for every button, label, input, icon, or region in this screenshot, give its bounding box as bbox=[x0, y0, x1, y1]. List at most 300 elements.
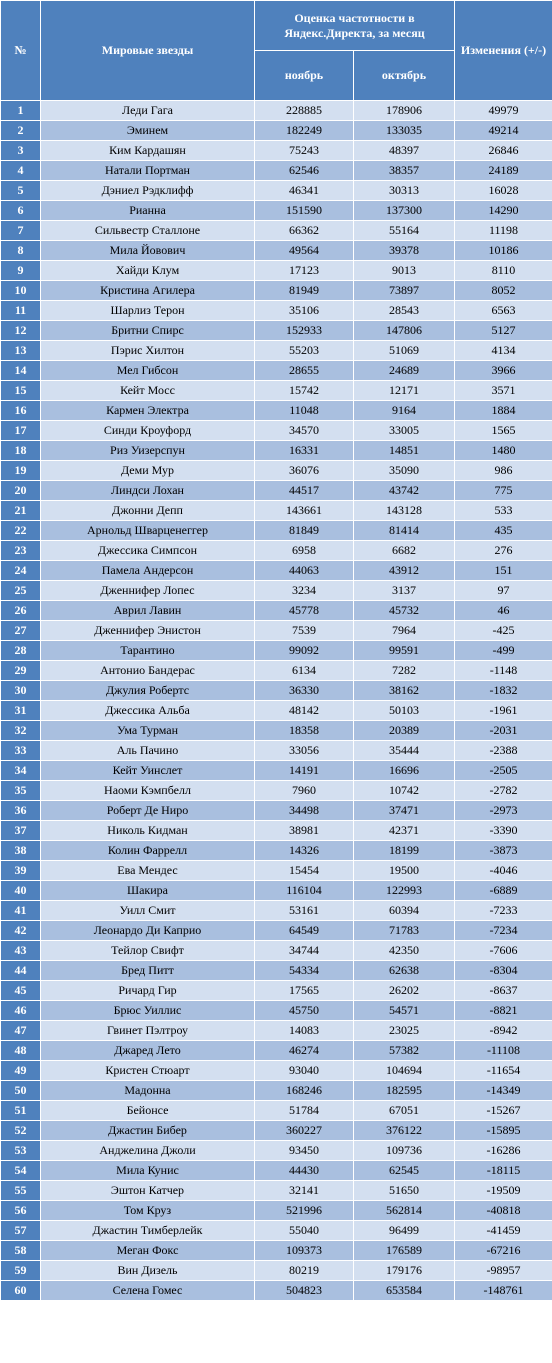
change-value: -67216 bbox=[455, 1241, 552, 1261]
row-number: 55 bbox=[1, 1181, 41, 1201]
celebrity-name: Кейт Мосс bbox=[41, 381, 255, 401]
november-value: 32141 bbox=[255, 1181, 354, 1201]
celebrity-name: Мила Кунис bbox=[41, 1161, 255, 1181]
celebrity-name: Роберт Де Ниро bbox=[41, 801, 255, 821]
october-value: 42371 bbox=[354, 821, 455, 841]
row-number: 52 bbox=[1, 1121, 41, 1141]
table-row bbox=[1, 921, 552, 941]
row-number: 25 bbox=[1, 581, 41, 601]
november-value: 152933 bbox=[255, 321, 354, 341]
table-row bbox=[1, 1021, 552, 1041]
row-number: 56 bbox=[1, 1201, 41, 1221]
october-value: 7282 bbox=[354, 661, 455, 681]
change-value: -499 bbox=[455, 641, 552, 661]
celebrity-name: Мила Йовович bbox=[41, 241, 255, 261]
october-value: 562814 bbox=[354, 1201, 455, 1221]
row-number: 38 bbox=[1, 841, 41, 861]
october-value: 60394 bbox=[354, 901, 455, 921]
row-number: 20 bbox=[1, 481, 41, 501]
table-row bbox=[1, 321, 552, 341]
november-value: 36076 bbox=[255, 461, 354, 481]
november-value: 34498 bbox=[255, 801, 354, 821]
table-row bbox=[1, 1081, 552, 1101]
table-row bbox=[1, 641, 552, 661]
table-row bbox=[1, 721, 552, 741]
change-value: 986 bbox=[455, 461, 552, 481]
row-number: 54 bbox=[1, 1161, 41, 1181]
november-value: 38981 bbox=[255, 821, 354, 841]
october-value: 35444 bbox=[354, 741, 455, 761]
change-value: 276 bbox=[455, 541, 552, 561]
october-value: 73897 bbox=[354, 281, 455, 301]
october-value: 176589 bbox=[354, 1241, 455, 1261]
change-value: -7606 bbox=[455, 941, 552, 961]
october-value: 43912 bbox=[354, 561, 455, 581]
celebrity-name: Линдси Лохан bbox=[41, 481, 255, 501]
row-number: 59 bbox=[1, 1261, 41, 1281]
november-value: 151590 bbox=[255, 201, 354, 221]
celebrity-name: Гвинет Пэлтроу bbox=[41, 1021, 255, 1041]
change-value: -2505 bbox=[455, 761, 552, 781]
november-value: 46341 bbox=[255, 181, 354, 201]
table-row bbox=[1, 1041, 552, 1061]
october-value: 38357 bbox=[354, 161, 455, 181]
change-value: -6889 bbox=[455, 881, 552, 901]
celebrity-name: Селена Гомес bbox=[41, 1281, 255, 1301]
change-value: 26846 bbox=[455, 141, 552, 161]
row-number: 47 bbox=[1, 1021, 41, 1041]
row-number: 23 bbox=[1, 541, 41, 561]
celebrity-name: Дженнифер Лопес bbox=[41, 581, 255, 601]
october-value: 45732 bbox=[354, 601, 455, 621]
change-value: -2388 bbox=[455, 741, 552, 761]
november-value: 504823 bbox=[255, 1281, 354, 1301]
celebrity-name: Мел Гибсон bbox=[41, 361, 255, 381]
table-row bbox=[1, 841, 552, 861]
november-value: 182249 bbox=[255, 121, 354, 141]
change-value: -2782 bbox=[455, 781, 552, 801]
table-row bbox=[1, 901, 552, 921]
november-value: 80219 bbox=[255, 1261, 354, 1281]
celebrity-name: Аль Пачино bbox=[41, 741, 255, 761]
november-value: 14083 bbox=[255, 1021, 354, 1041]
celebrity-name: Кейт Уинслет bbox=[41, 761, 255, 781]
october-value: 178906 bbox=[354, 101, 455, 121]
celebrity-name: Мадонна bbox=[41, 1081, 255, 1101]
table-row bbox=[1, 701, 552, 721]
change-value: 3966 bbox=[455, 361, 552, 381]
table-row bbox=[1, 1181, 552, 1201]
table-row bbox=[1, 1261, 552, 1281]
october-value: 19500 bbox=[354, 861, 455, 881]
celebrity-name: Бред Питт bbox=[41, 961, 255, 981]
celebrity-name: Рианна bbox=[41, 201, 255, 221]
table-row bbox=[1, 361, 552, 381]
october-value: 376122 bbox=[354, 1121, 455, 1141]
change-value: 11198 bbox=[455, 221, 552, 241]
change-value: -19509 bbox=[455, 1181, 552, 1201]
table-row bbox=[1, 501, 552, 521]
november-value: 44517 bbox=[255, 481, 354, 501]
row-number: 22 bbox=[1, 521, 41, 541]
row-number: 60 bbox=[1, 1281, 41, 1301]
table-row bbox=[1, 121, 552, 141]
change-value: 8110 bbox=[455, 261, 552, 281]
row-number: 24 bbox=[1, 561, 41, 581]
table-row bbox=[1, 241, 552, 261]
row-number: 1 bbox=[1, 101, 41, 121]
row-number: 28 bbox=[1, 641, 41, 661]
row-number: 7 bbox=[1, 221, 41, 241]
november-value: 44063 bbox=[255, 561, 354, 581]
row-number: 40 bbox=[1, 881, 41, 901]
november-value: 51784 bbox=[255, 1101, 354, 1121]
row-number: 15 bbox=[1, 381, 41, 401]
november-value: 45778 bbox=[255, 601, 354, 621]
table-row bbox=[1, 1281, 552, 1301]
celebrity-name: Брюс Уиллис bbox=[41, 1001, 255, 1021]
table-row bbox=[1, 981, 552, 1001]
header-celebrities: Мировые звезды bbox=[41, 1, 255, 101]
change-value: 49214 bbox=[455, 121, 552, 141]
celebrity-name: Джаред Лето bbox=[41, 1041, 255, 1061]
october-value: 99591 bbox=[354, 641, 455, 661]
change-value: 24189 bbox=[455, 161, 552, 181]
row-number: 11 bbox=[1, 301, 41, 321]
celebrity-name: Шарлиз Терон bbox=[41, 301, 255, 321]
change-value: -148761 bbox=[455, 1281, 552, 1301]
november-value: 15742 bbox=[255, 381, 354, 401]
october-value: 14851 bbox=[354, 441, 455, 461]
row-number: 12 bbox=[1, 321, 41, 341]
celebrity-name: Джессика Альба bbox=[41, 701, 255, 721]
row-number: 50 bbox=[1, 1081, 41, 1101]
change-value: -1832 bbox=[455, 681, 552, 701]
row-number: 49 bbox=[1, 1061, 41, 1081]
october-value: 51069 bbox=[354, 341, 455, 361]
header-change: Изменения (+/-) bbox=[455, 1, 552, 101]
table-row bbox=[1, 1061, 552, 1081]
celebrity-name: Арнольд Шварценеггер bbox=[41, 521, 255, 541]
change-value: 97 bbox=[455, 581, 552, 601]
change-value: -11108 bbox=[455, 1041, 552, 1061]
celebrity-name: Деми Мур bbox=[41, 461, 255, 481]
celebrity-name: Риз Уизерспун bbox=[41, 441, 255, 461]
october-value: 50103 bbox=[354, 701, 455, 721]
celebrity-name: Бритни Спирс bbox=[41, 321, 255, 341]
row-number: 57 bbox=[1, 1221, 41, 1241]
table-row bbox=[1, 681, 552, 701]
change-value: -16286 bbox=[455, 1141, 552, 1161]
change-value: -7233 bbox=[455, 901, 552, 921]
table-row bbox=[1, 141, 552, 161]
table-row bbox=[1, 221, 552, 241]
table-row bbox=[1, 1161, 552, 1181]
october-value: 51650 bbox=[354, 1181, 455, 1201]
change-value: -425 bbox=[455, 621, 552, 641]
table-row bbox=[1, 461, 552, 481]
row-number: 6 bbox=[1, 201, 41, 221]
november-value: 54334 bbox=[255, 961, 354, 981]
november-value: 81949 bbox=[255, 281, 354, 301]
october-value: 48397 bbox=[354, 141, 455, 161]
november-value: 44430 bbox=[255, 1161, 354, 1181]
table-row bbox=[1, 101, 552, 121]
celebrity-name: Вин Дизель bbox=[41, 1261, 255, 1281]
change-value: -3390 bbox=[455, 821, 552, 841]
change-value: 46 bbox=[455, 601, 552, 621]
october-value: 35090 bbox=[354, 461, 455, 481]
october-value: 18199 bbox=[354, 841, 455, 861]
header-november: ноябрь bbox=[255, 51, 354, 101]
november-value: 109373 bbox=[255, 1241, 354, 1261]
november-value: 81849 bbox=[255, 521, 354, 541]
october-value: 37471 bbox=[354, 801, 455, 821]
row-number: 48 bbox=[1, 1041, 41, 1061]
row-number: 27 bbox=[1, 621, 41, 641]
november-value: 28655 bbox=[255, 361, 354, 381]
table-row bbox=[1, 481, 552, 501]
celebrity-name: Пэрис Хилтон bbox=[41, 341, 255, 361]
change-value: 5127 bbox=[455, 321, 552, 341]
celebrity-name: Эминем bbox=[41, 121, 255, 141]
october-value: 147806 bbox=[354, 321, 455, 341]
change-value: 8052 bbox=[455, 281, 552, 301]
november-value: 14191 bbox=[255, 761, 354, 781]
table-row bbox=[1, 861, 552, 881]
november-value: 45750 bbox=[255, 1001, 354, 1021]
table-row bbox=[1, 1201, 552, 1221]
table-row bbox=[1, 1101, 552, 1121]
celebrity-name: Памела Андерсон bbox=[41, 561, 255, 581]
november-value: 14326 bbox=[255, 841, 354, 861]
celebrity-name: Леонардо Ди Каприо bbox=[41, 921, 255, 941]
header-october: октябрь bbox=[354, 51, 455, 101]
celebrity-name: Джулия Робертс bbox=[41, 681, 255, 701]
change-value: -4046 bbox=[455, 861, 552, 881]
october-value: 20389 bbox=[354, 721, 455, 741]
october-value: 109736 bbox=[354, 1141, 455, 1161]
november-value: 6134 bbox=[255, 661, 354, 681]
table-row bbox=[1, 581, 552, 601]
row-number: 32 bbox=[1, 721, 41, 741]
celebrity-name: Антонио Бандерас bbox=[41, 661, 255, 681]
row-number: 9 bbox=[1, 261, 41, 281]
table-row bbox=[1, 1221, 552, 1241]
celebrity-name: Леди Гага bbox=[41, 101, 255, 121]
celebrity-name: Наоми Кэмпбелл bbox=[41, 781, 255, 801]
change-value: -8304 bbox=[455, 961, 552, 981]
row-number: 53 bbox=[1, 1141, 41, 1161]
november-value: 33056 bbox=[255, 741, 354, 761]
october-value: 104694 bbox=[354, 1061, 455, 1081]
row-number: 39 bbox=[1, 861, 41, 881]
change-value: 6563 bbox=[455, 301, 552, 321]
november-value: 17565 bbox=[255, 981, 354, 1001]
row-number: 42 bbox=[1, 921, 41, 941]
celebrity-name: Дэниел Рэдклифф bbox=[41, 181, 255, 201]
october-value: 62638 bbox=[354, 961, 455, 981]
november-value: 64549 bbox=[255, 921, 354, 941]
celebrity-name: Джонни Депп bbox=[41, 501, 255, 521]
change-value: 10186 bbox=[455, 241, 552, 261]
table-row bbox=[1, 381, 552, 401]
row-number: 51 bbox=[1, 1101, 41, 1121]
october-value: 62545 bbox=[354, 1161, 455, 1181]
table-row bbox=[1, 761, 552, 781]
celebrity-name: Эштон Катчер bbox=[41, 1181, 255, 1201]
november-value: 521996 bbox=[255, 1201, 354, 1221]
october-value: 653584 bbox=[354, 1281, 455, 1301]
celebrity-name: Бейонсе bbox=[41, 1101, 255, 1121]
celebrity-name: Аврил Лавин bbox=[41, 601, 255, 621]
row-number: 14 bbox=[1, 361, 41, 381]
row-number: 26 bbox=[1, 601, 41, 621]
november-value: 6958 bbox=[255, 541, 354, 561]
celebrity-name: Ричард Гир bbox=[41, 981, 255, 1001]
table-row bbox=[1, 261, 552, 281]
row-number: 30 bbox=[1, 681, 41, 701]
header-frequency: Оценка частотности в Яндекс.Директа, за месяц bbox=[255, 1, 455, 51]
november-value: 62546 bbox=[255, 161, 354, 181]
celebrity-name: Тарантино bbox=[41, 641, 255, 661]
october-value: 57382 bbox=[354, 1041, 455, 1061]
november-value: 17123 bbox=[255, 261, 354, 281]
row-number: 44 bbox=[1, 961, 41, 981]
november-value: 36330 bbox=[255, 681, 354, 701]
october-value: 133035 bbox=[354, 121, 455, 141]
row-number: 45 bbox=[1, 981, 41, 1001]
row-number: 35 bbox=[1, 781, 41, 801]
row-number: 3 bbox=[1, 141, 41, 161]
change-value: -8821 bbox=[455, 1001, 552, 1021]
november-value: 66362 bbox=[255, 221, 354, 241]
change-value: 4134 bbox=[455, 341, 552, 361]
october-value: 137300 bbox=[354, 201, 455, 221]
row-number: 43 bbox=[1, 941, 41, 961]
celebrity-name: Кармен Электра bbox=[41, 401, 255, 421]
november-value: 18358 bbox=[255, 721, 354, 741]
row-number: 46 bbox=[1, 1001, 41, 1021]
october-value: 9013 bbox=[354, 261, 455, 281]
change-value: -7234 bbox=[455, 921, 552, 941]
november-value: 360227 bbox=[255, 1121, 354, 1141]
change-value: -2973 bbox=[455, 801, 552, 821]
change-value: 775 bbox=[455, 481, 552, 501]
celebrity-name: Кристен Стюарт bbox=[41, 1061, 255, 1081]
october-value: 30313 bbox=[354, 181, 455, 201]
celebrity-name: Джастин Тимберлейк bbox=[41, 1221, 255, 1241]
celebrity-name: Тейлор Свифт bbox=[41, 941, 255, 961]
november-value: 16331 bbox=[255, 441, 354, 461]
november-value: 168246 bbox=[255, 1081, 354, 1101]
table-row bbox=[1, 781, 552, 801]
october-value: 3137 bbox=[354, 581, 455, 601]
table-row bbox=[1, 661, 552, 681]
table-body bbox=[1, 101, 552, 1301]
october-value: 143128 bbox=[354, 501, 455, 521]
table-row bbox=[1, 541, 552, 561]
row-number: 19 bbox=[1, 461, 41, 481]
change-value: -18115 bbox=[455, 1161, 552, 1181]
celebrity-name: Сильвестр Сталлоне bbox=[41, 221, 255, 241]
october-value: 16696 bbox=[354, 761, 455, 781]
october-value: 55164 bbox=[354, 221, 455, 241]
november-value: 55040 bbox=[255, 1221, 354, 1241]
change-value: -98957 bbox=[455, 1261, 552, 1281]
change-value: -3873 bbox=[455, 841, 552, 861]
celebrity-name: Ума Турман bbox=[41, 721, 255, 741]
row-number: 13 bbox=[1, 341, 41, 361]
celebrity-name: Джастин Бибер bbox=[41, 1121, 255, 1141]
october-value: 9164 bbox=[354, 401, 455, 421]
table-row bbox=[1, 301, 552, 321]
change-value: 533 bbox=[455, 501, 552, 521]
october-value: 39378 bbox=[354, 241, 455, 261]
october-value: 12171 bbox=[354, 381, 455, 401]
celebrity-name: Том Круз bbox=[41, 1201, 255, 1221]
table-row bbox=[1, 1141, 552, 1161]
october-value: 122993 bbox=[354, 881, 455, 901]
row-number: 31 bbox=[1, 701, 41, 721]
row-number: 36 bbox=[1, 801, 41, 821]
change-value: -8637 bbox=[455, 981, 552, 1001]
table-row bbox=[1, 601, 552, 621]
celebrity-name: Меган Фокс bbox=[41, 1241, 255, 1261]
change-value: -15895 bbox=[455, 1121, 552, 1141]
november-value: 93040 bbox=[255, 1061, 354, 1081]
table-row bbox=[1, 181, 552, 201]
october-value: 96499 bbox=[354, 1221, 455, 1241]
table-row bbox=[1, 1001, 552, 1021]
table-row bbox=[1, 281, 552, 301]
change-value: 1565 bbox=[455, 421, 552, 441]
row-number: 37 bbox=[1, 821, 41, 841]
celebrity-name: Дженнифер Энистон bbox=[41, 621, 255, 641]
table-row bbox=[1, 821, 552, 841]
table-row bbox=[1, 621, 552, 641]
november-value: 7539 bbox=[255, 621, 354, 641]
change-value: 14290 bbox=[455, 201, 552, 221]
october-value: 24689 bbox=[354, 361, 455, 381]
october-value: 71783 bbox=[354, 921, 455, 941]
row-number: 58 bbox=[1, 1241, 41, 1261]
row-number: 41 bbox=[1, 901, 41, 921]
october-value: 26202 bbox=[354, 981, 455, 1001]
change-value: -40818 bbox=[455, 1201, 552, 1221]
row-number: 10 bbox=[1, 281, 41, 301]
row-number: 18 bbox=[1, 441, 41, 461]
november-value: 46274 bbox=[255, 1041, 354, 1061]
table-row bbox=[1, 561, 552, 581]
table-row bbox=[1, 1241, 552, 1261]
change-value: 3571 bbox=[455, 381, 552, 401]
november-value: 15454 bbox=[255, 861, 354, 881]
october-value: 182595 bbox=[354, 1081, 455, 1101]
table-row bbox=[1, 421, 552, 441]
november-value: 48142 bbox=[255, 701, 354, 721]
change-value: -2031 bbox=[455, 721, 552, 741]
celebrity-name: Синди Кроуфорд bbox=[41, 421, 255, 441]
table-row bbox=[1, 341, 552, 361]
change-value: 16028 bbox=[455, 181, 552, 201]
row-number: 2 bbox=[1, 121, 41, 141]
november-value: 143661 bbox=[255, 501, 354, 521]
table-row bbox=[1, 961, 552, 981]
change-value: -8942 bbox=[455, 1021, 552, 1041]
celebrity-name: Николь Кидман bbox=[41, 821, 255, 841]
change-value: 1480 bbox=[455, 441, 552, 461]
